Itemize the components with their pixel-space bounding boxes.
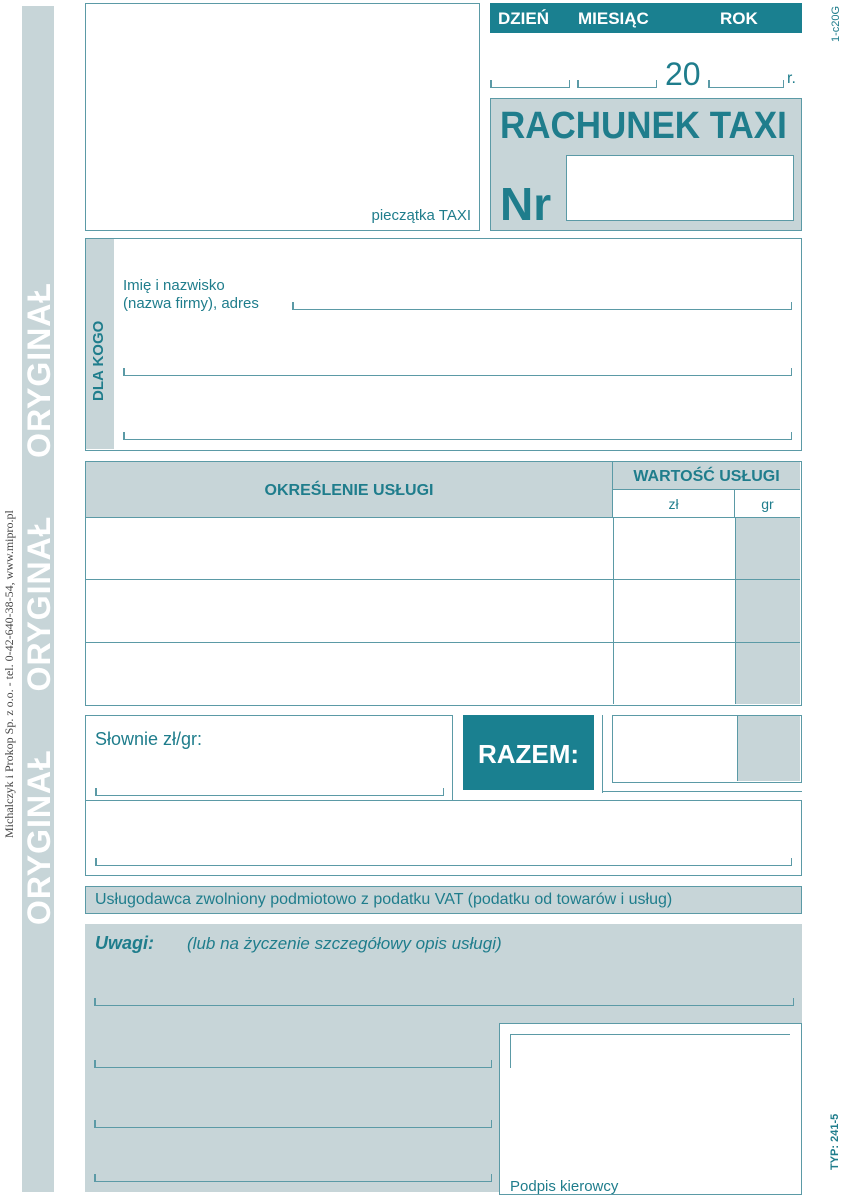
date-year-field[interactable] <box>708 80 784 88</box>
remarks-field-2[interactable] <box>94 1060 492 1068</box>
amount-in-words-extension <box>85 800 802 876</box>
service-row[interactable] <box>86 518 800 580</box>
recipient-side-label: DLA KOGO <box>90 320 107 401</box>
recipient-field-1[interactable] <box>292 302 792 310</box>
watermark-text <box>22 5 56 925</box>
remarks-label: Uwagi: <box>95 933 155 953</box>
day-label: DZIEŃ <box>498 9 549 28</box>
publisher-info: Michalczyk i Prokop Sp. z o.o. - tel. 0-42-640-38-54, www.mipro.pl <box>2 510 16 838</box>
year-label: ROK <box>720 9 758 28</box>
amount-in-words-field-1[interactable] <box>95 788 444 796</box>
total-frame-bottom <box>602 791 802 792</box>
vat-note-bar <box>85 886 802 914</box>
remarks-field-3[interactable] <box>94 1120 492 1128</box>
signature-inner-frame-top <box>510 1034 790 1035</box>
total-value-box[interactable] <box>612 715 802 783</box>
remarks-field-1[interactable] <box>94 998 794 1006</box>
services-header <box>86 462 613 518</box>
form-code-bottom: TYP: 241-5 <box>829 1113 841 1170</box>
recipient-label-line2: (nazwa firmy), adres <box>123 295 259 312</box>
amount-in-words-label: Słownie zł/gr: <box>95 729 203 749</box>
document-title: RACHUNEK TAXI <box>500 105 787 147</box>
gr-header: gr <box>735 490 800 518</box>
vat-note: Usługodawca zwolniony podmiotowo z podatku VAT (podatku od towarów i usług) <box>95 891 673 908</box>
value-header <box>613 462 800 490</box>
service-row[interactable] <box>86 643 800 704</box>
signature-label: Podpis kierowcy <box>510 1178 619 1195</box>
remarks-field-4[interactable] <box>94 1174 492 1182</box>
amount-in-words-box <box>85 715 453 802</box>
signature-box[interactable] <box>499 1023 802 1195</box>
year-suffix: r. <box>787 70 796 87</box>
form-code-top: 1-c20G <box>830 5 842 42</box>
amount-in-words-field-2[interactable] <box>95 858 792 866</box>
value-header-label: WARTOŚĆ USŁUGI <box>633 468 780 485</box>
number-label: Nr <box>500 178 552 230</box>
total-label: RAZEM: <box>477 739 580 769</box>
zl-header: zł <box>613 490 735 518</box>
recipient-field-3[interactable] <box>123 432 792 440</box>
services-header-label: OKREŚLENIE USŁUGI <box>264 482 434 499</box>
recipient-field-2[interactable] <box>123 368 792 376</box>
total-gr-field[interactable] <box>737 716 800 781</box>
remarks-hint: (lub na życzenie szczegółowy opis usługi) <box>187 934 502 953</box>
watermark-word: ORYGINAŁ <box>21 515 57 692</box>
stamp-label: pieczątka TAXI <box>371 207 471 224</box>
left-margin <box>0 0 80 1200</box>
date-header <box>490 3 802 33</box>
date-day-field[interactable] <box>490 80 570 88</box>
stamp-box[interactable] <box>85 3 480 231</box>
recipient-section <box>85 238 802 451</box>
title-block <box>490 98 802 231</box>
total-label-box <box>463 715 594 790</box>
century-prefix: 20 <box>665 56 701 92</box>
date-month-field[interactable] <box>577 80 657 88</box>
signature-inner-frame <box>510 1034 511 1068</box>
recipient-label-line1: Imię i nazwisko <box>123 277 225 294</box>
month-label: MIESIĄC <box>578 9 649 28</box>
watermark-word: ORYGINAŁ <box>21 282 57 458</box>
service-row[interactable] <box>86 580 800 643</box>
number-field[interactable] <box>566 155 794 221</box>
total-frame-right <box>602 715 603 793</box>
services-table <box>85 461 802 706</box>
watermark-word: ORYGINAŁ <box>21 749 57 925</box>
